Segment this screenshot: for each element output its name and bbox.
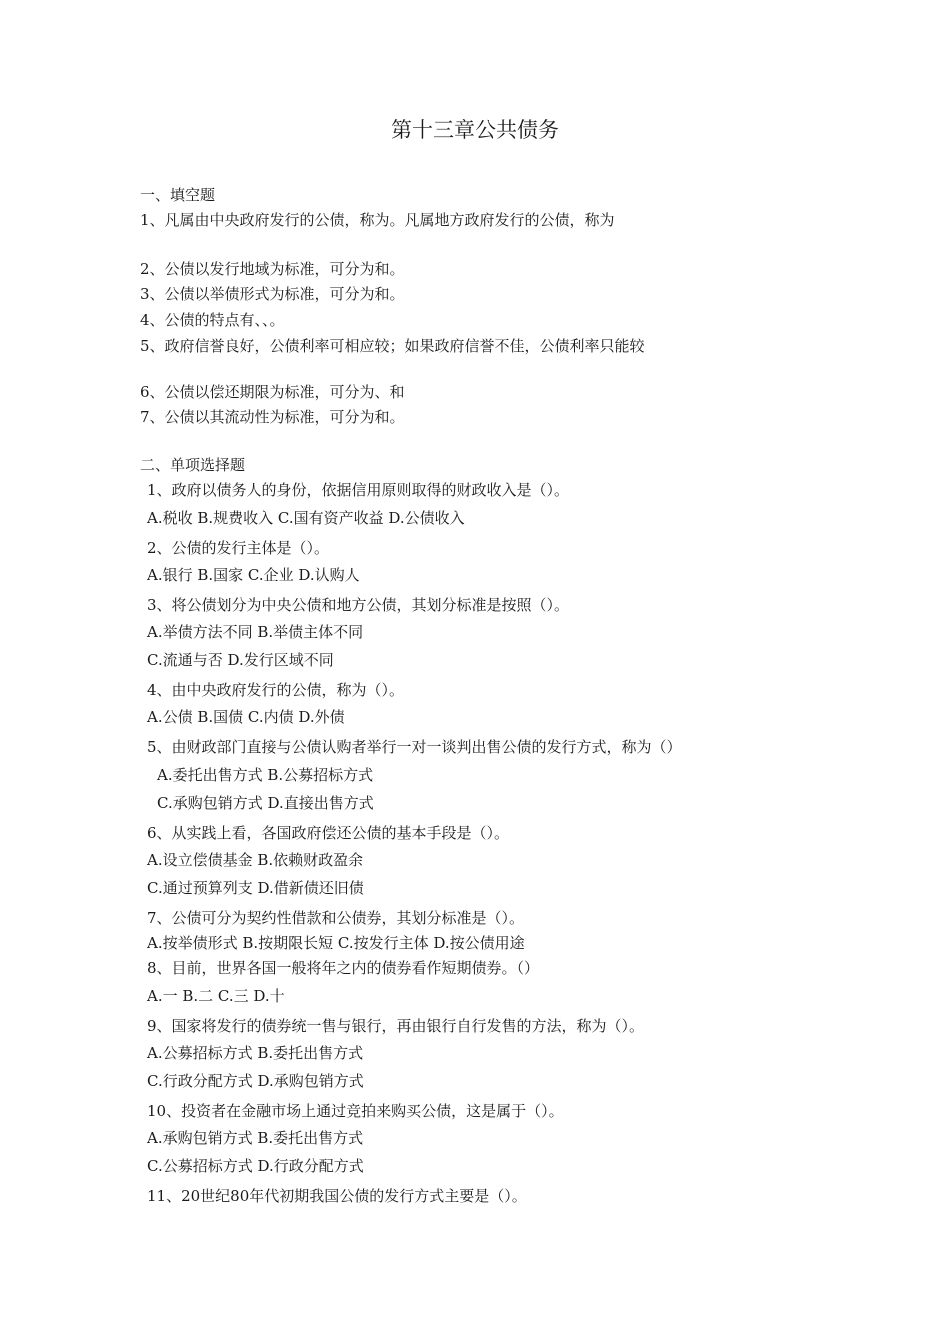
choice-options-10b: C.公募招标方式 D.行政分配方式 bbox=[147, 1157, 364, 1175]
fill-blank-question-2: 2、公债以发行地域为标准，可分为和。 bbox=[140, 260, 405, 278]
fill-blank-question-3: 3、公债以举债形式为标准，可分为和。 bbox=[140, 285, 405, 303]
section-heading-single-choice: 二、单项选择题 bbox=[140, 456, 246, 474]
choice-options-3a: A.举债方法不同 B.举债主体不同 bbox=[147, 623, 364, 641]
choice-options-9b: C.行政分配方式 D.承购包销方式 bbox=[147, 1072, 364, 1090]
choice-options-2: A.银行 B.国家 C.企业 D.认购人 bbox=[147, 566, 360, 584]
document-title: 第十三章公共债务 bbox=[391, 118, 559, 142]
choice-options-7: A.按举债形式 B.按期限长短 C.按发行主体 D.按公债用途 bbox=[147, 934, 525, 952]
fill-blank-question-6: 6、公债以偿还期限为标准，可分为、和 bbox=[140, 383, 405, 401]
choice-question-11: 11、20世纪80年代初期我国公债的发行方式主要是（）。 bbox=[147, 1187, 527, 1205]
fill-blank-question-5: 5、政府信誉良好，公债利率可相应较；如果政府信誉不佳，公债利率只能较 bbox=[140, 337, 645, 355]
choice-options-3b: C.流通与否 D.发行区域不同 bbox=[147, 651, 334, 669]
choice-options-5a: A.委托出售方式 B.公募招标方式 bbox=[157, 766, 374, 784]
choice-question-9: 9、国家将发行的债券统一售与银行，再由银行自行发售的方法，称为（）。 bbox=[147, 1017, 645, 1035]
choice-options-1: A.税收 B.规费收入 C.国有资产收益 D.公债收入 bbox=[147, 509, 465, 527]
choice-question-6: 6、从实践上看，各国政府偿还公债的基本手段是（）。 bbox=[147, 824, 510, 842]
choice-options-8: A.一 B.二 C.三 D.十 bbox=[147, 987, 285, 1005]
choice-question-2: 2、公债的发行主体是（）。 bbox=[147, 539, 330, 557]
fill-blank-question-7: 7、公债以其流动性为标准，可分为和。 bbox=[140, 408, 405, 426]
choice-question-10: 10、投资者在金融市场上通过竞拍来购买公债，这是属于（）。 bbox=[147, 1102, 564, 1120]
fill-blank-question-1: 1、凡属由中央政府发行的公债，称为。凡属地方政府发行的公债，称为 bbox=[140, 211, 615, 229]
choice-question-4: 4、由中央政府发行的公债，称为（）。 bbox=[147, 681, 405, 699]
choice-options-6b: C.通过预算列支 D.借新债还旧债 bbox=[147, 879, 364, 897]
choice-question-5: 5、由财政部门直接与公债认购者举行一对一谈判出售公债的发行方式，称为（） bbox=[147, 738, 682, 756]
section-heading-fill-blank: 一、填空题 bbox=[140, 186, 216, 204]
choice-options-6a: A.设立偿债基金 B.依赖财政盈余 bbox=[147, 851, 364, 869]
choice-options-5b: C.承购包销方式 D.直接出售方式 bbox=[157, 794, 374, 812]
choice-question-8: 8、目前，世界各国一般将年之内的债券看作短期债券。（） bbox=[147, 959, 540, 977]
choice-question-1: 1、政府以债务人的身份，依据信用原则取得的财政收入是（）。 bbox=[147, 481, 570, 499]
choice-options-10a: A.承购包销方式 B.委托出售方式 bbox=[147, 1129, 364, 1147]
choice-options-9a: A.公募招标方式 B.委托出售方式 bbox=[147, 1044, 364, 1062]
choice-options-4: A.公债 B.国债 C.内债 D.外债 bbox=[147, 708, 345, 726]
choice-question-7: 7、公债可分为契约性借款和公债券，其划分标准是（）。 bbox=[147, 909, 525, 927]
fill-blank-question-4: 4、公债的特点有、、。 bbox=[140, 311, 285, 329]
choice-question-3: 3、将公债划分为中央公债和地方公债，其划分标准是按照（）。 bbox=[147, 596, 570, 614]
